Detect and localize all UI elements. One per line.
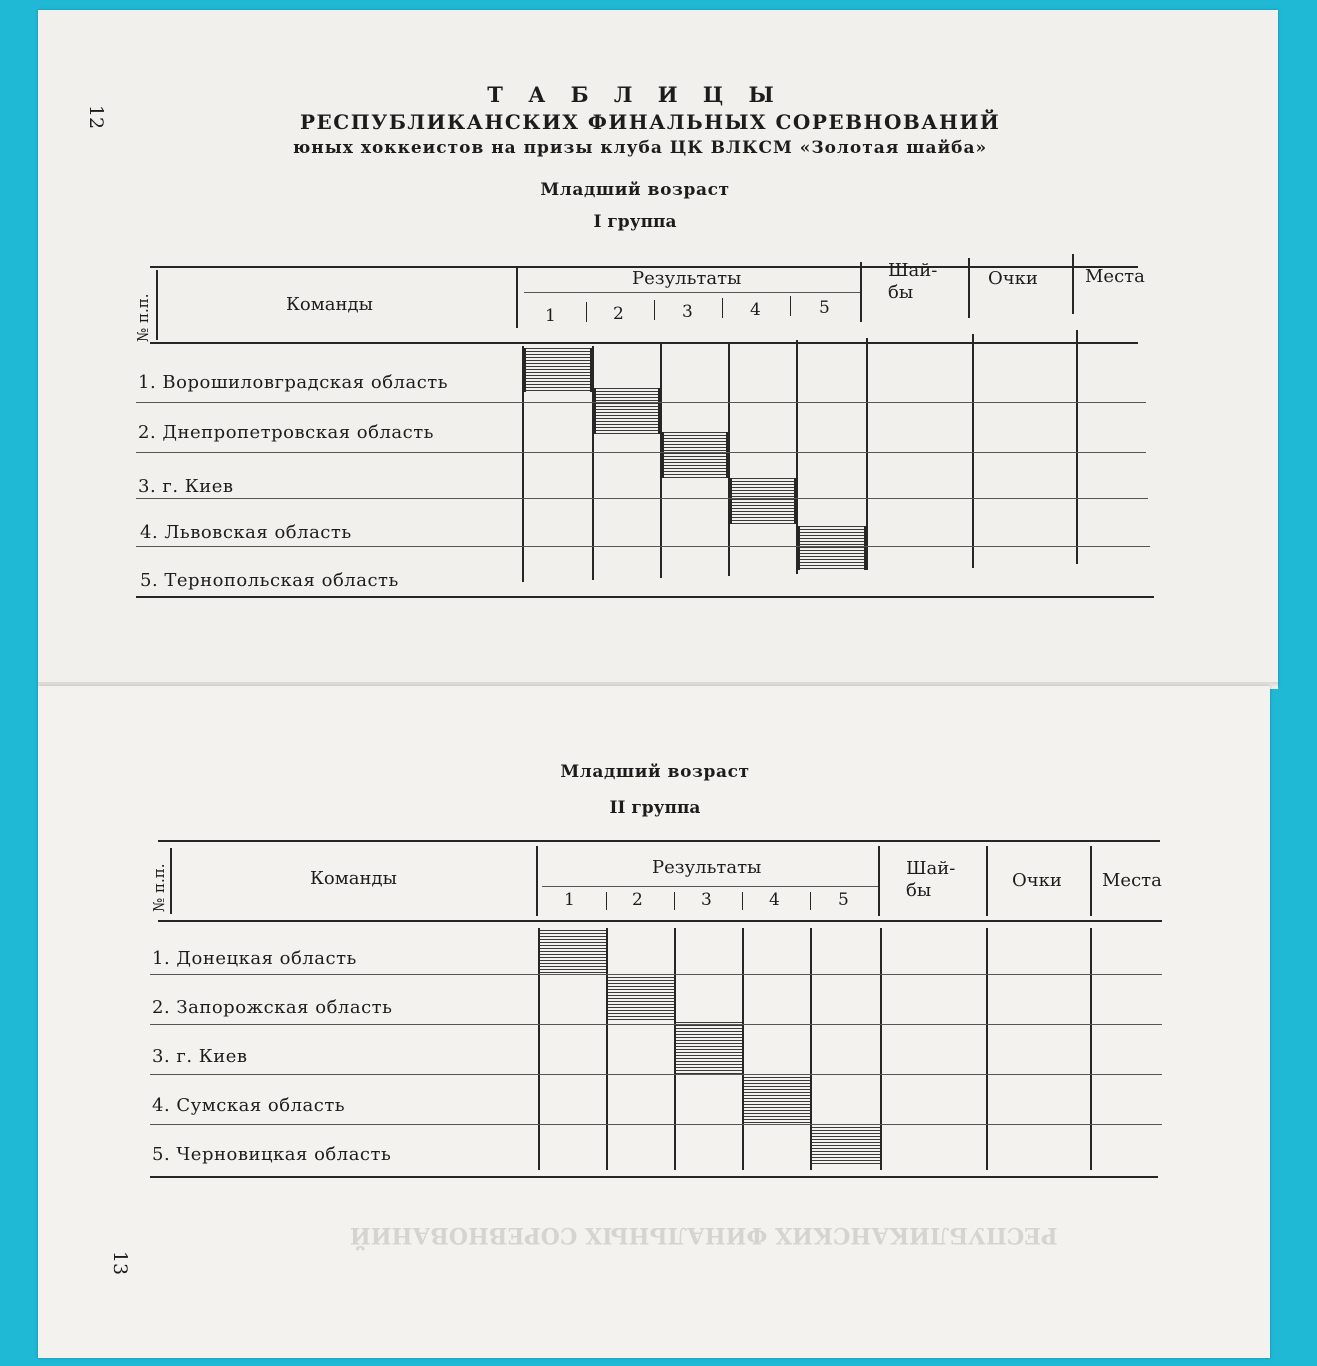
grid-line <box>592 346 594 580</box>
result-col-2: 2 <box>632 890 643 910</box>
col-divider <box>860 262 862 322</box>
column-header-points: Очки <box>988 268 1038 289</box>
document-subtitle-2: юных хоккеистов на призы клуба ЦК ВЛКСМ «Золотая шайба» <box>292 138 988 158</box>
column-header-results: Результаты <box>652 857 762 878</box>
age-label: Младший возраст <box>560 762 750 782</box>
show-through-text: РЕСПУБЛИКАНСКИХ ФИНАЛЬНЫХ СОРЕВНОВАНИЙ <box>350 1222 1058 1248</box>
group-label: I группа <box>593 212 677 232</box>
column-header-pucks: Шай- бы <box>888 260 938 303</box>
col-divider <box>674 892 675 910</box>
col-divider <box>878 846 880 916</box>
group-label: II группа <box>609 798 701 818</box>
row-rule <box>150 1124 1162 1125</box>
diagonal-cell <box>662 432 728 478</box>
table-top-rule <box>158 840 1160 842</box>
col-divider <box>516 268 518 328</box>
table-header-rule <box>150 342 1138 344</box>
team-row-2: 2. Запорожская область <box>152 997 393 1018</box>
result-col-3: 3 <box>682 302 693 322</box>
document-subtitle: РЕСПУБЛИКАНСКИХ ФИНАЛЬНЫХ СОРЕВНОВАНИЙ <box>300 110 1001 134</box>
diagonal-cell <box>798 526 866 570</box>
bottom-page <box>38 686 1270 1358</box>
team-row-3: 3. г. Киев <box>138 476 234 497</box>
document-title: Т А Б Л И Ц Ы <box>487 82 783 107</box>
column-header-teams: Команды <box>286 294 373 315</box>
diagonal-cell <box>538 930 608 974</box>
grid-line <box>1090 928 1092 1170</box>
col-divider <box>1090 846 1092 916</box>
column-header-number: № п.п. <box>134 293 152 342</box>
team-row-3: 3. г. Киев <box>152 1046 248 1067</box>
column-header-places: Места <box>1102 870 1162 891</box>
column-header-number: № п.п. <box>150 863 168 912</box>
result-col-5: 5 <box>819 298 830 318</box>
diagonal-cell <box>810 1124 882 1166</box>
col-divider <box>790 296 791 316</box>
result-col-4: 4 <box>769 890 780 910</box>
results-subheader-rule <box>524 292 860 293</box>
diagonal-cell <box>594 388 660 434</box>
row-rule <box>136 402 1146 403</box>
page-number-top: 12 <box>85 104 108 130</box>
col-divider <box>654 300 655 320</box>
col-divider <box>810 892 811 910</box>
grid-line <box>866 338 868 570</box>
result-col-3: 3 <box>701 890 712 910</box>
row-rule <box>136 498 1148 499</box>
column-header-places: Места <box>1085 266 1145 287</box>
col-divider <box>156 270 158 340</box>
results-subheader-rule <box>542 886 878 887</box>
row-rule <box>150 1024 1162 1025</box>
result-col-4: 4 <box>750 300 761 320</box>
result-col-1: 1 <box>564 890 575 910</box>
col-divider <box>986 846 988 916</box>
col-divider <box>606 892 607 910</box>
team-row-1: 1. Ворошиловградская область <box>138 372 449 393</box>
grid-line <box>986 928 988 1170</box>
row-rule <box>150 974 1162 975</box>
grid-line <box>728 342 730 576</box>
diagonal-cell <box>742 1074 812 1124</box>
team-row-4: 4. Сумская область <box>152 1095 346 1116</box>
grid-line <box>972 334 974 568</box>
result-col-5: 5 <box>838 890 849 910</box>
diagonal-cell <box>674 1022 744 1074</box>
page-number-bottom: 13 <box>109 1250 132 1276</box>
column-header-pucks: Шай- бы <box>906 858 956 901</box>
row-rule <box>136 452 1146 453</box>
team-row-4: 4. Львовская область <box>140 522 352 543</box>
table-bottom-rule <box>150 1176 1158 1178</box>
result-col-1: 1 <box>545 306 556 326</box>
team-row-2: 2. Днепропетровская область <box>138 422 434 443</box>
row-rule <box>150 1074 1162 1075</box>
diagonal-cell <box>730 478 796 524</box>
table-bottom-rule <box>136 596 1154 598</box>
col-divider <box>170 848 172 914</box>
age-label: Младший возраст <box>540 180 730 200</box>
team-row-1: 1. Донецкая область <box>152 948 357 969</box>
team-row-5: 5. Черновицкая область <box>152 1144 392 1165</box>
column-header-results: Результаты <box>632 268 742 289</box>
table-header-rule <box>158 920 1162 922</box>
result-col-2: 2 <box>613 304 624 324</box>
col-divider <box>1072 254 1074 314</box>
column-header-points: Очки <box>1012 870 1062 891</box>
diagonal-cell <box>606 974 676 1022</box>
row-rule <box>136 546 1150 547</box>
col-divider <box>968 258 970 318</box>
col-divider <box>742 892 743 910</box>
col-divider <box>586 302 587 322</box>
column-header-teams: Команды <box>310 868 397 889</box>
diagonal-cell <box>524 348 592 392</box>
col-divider <box>536 846 538 916</box>
team-row-5: 5. Тернопольская область <box>140 570 399 591</box>
grid-line <box>1076 330 1078 564</box>
col-divider <box>722 298 723 318</box>
